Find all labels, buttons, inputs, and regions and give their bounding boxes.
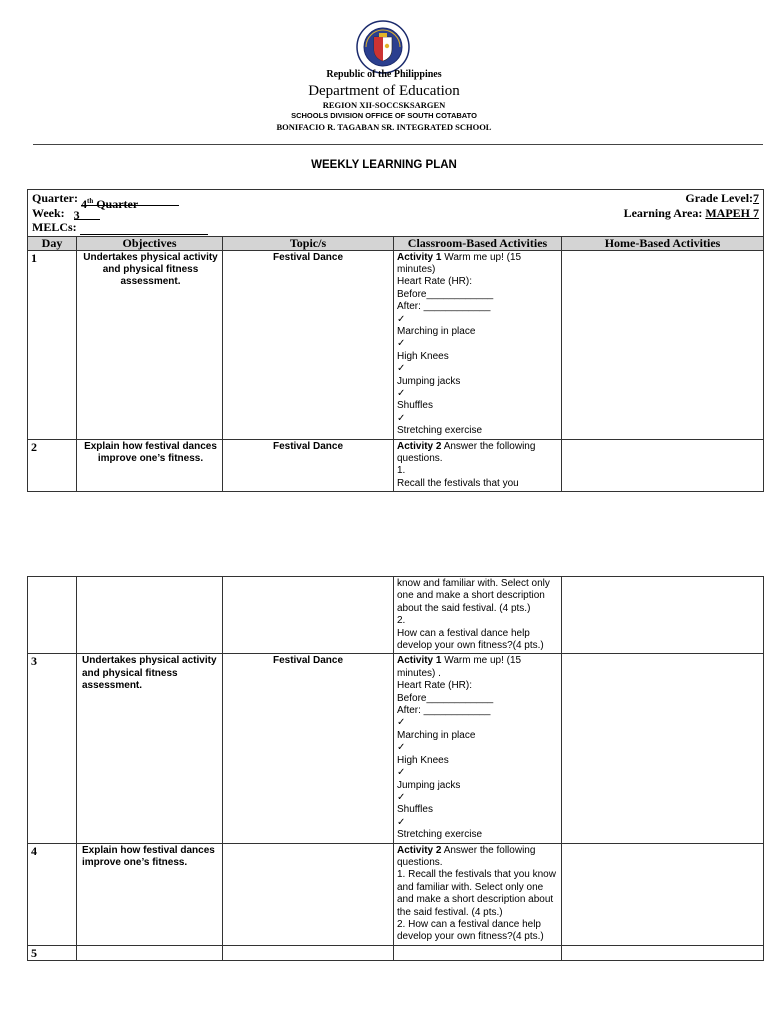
classroom-activity-cell bbox=[394, 945, 562, 960]
day-cell: 1 bbox=[28, 250, 77, 439]
home-activity-cell bbox=[562, 250, 764, 439]
area-field: Learning Area: MAPEH 7 bbox=[623, 205, 760, 220]
topic-cell: Festival Dance bbox=[223, 439, 394, 492]
check-icon: ✓ bbox=[397, 313, 406, 325]
learning-plan-table-page2 bbox=[27, 576, 764, 961]
home-activity-cell bbox=[562, 439, 764, 492]
header-divider bbox=[33, 144, 763, 145]
home-activity-cell bbox=[562, 654, 764, 843]
quarter-field: Quarter: 4th Quarter bbox=[32, 191, 179, 206]
grade-field: Grade Level:7 bbox=[685, 191, 760, 205]
check-icon: ✓ bbox=[397, 767, 406, 779]
check-icon: ✓ bbox=[397, 791, 406, 803]
table-row-day1 bbox=[28, 250, 764, 439]
classroom-activity-cell: Activity 1 Warm me up! (15 minutes) Heart Rate (HR): Before____________ After: ____________ ✓ Marching in place ✓ High Knees ✓ Jumping jacks ✓ Shuffles ✓ Stretching exercise bbox=[394, 250, 562, 439]
school-name: BONIFACIO R. TAGABAN SR. INTEGRATED SCHOOL bbox=[276, 122, 492, 132]
day-cell: 2 bbox=[28, 439, 77, 492]
objective-cell: Undertakes physical activity and physical fitness assessment. bbox=[77, 654, 223, 843]
topic-cell: Festival Dance bbox=[223, 250, 394, 439]
table-header-row bbox=[28, 236, 764, 250]
home-activity-cell bbox=[562, 577, 764, 654]
check-icon: ✓ bbox=[397, 412, 406, 424]
home-activity-cell bbox=[562, 945, 764, 960]
deped-seal-logo bbox=[356, 20, 410, 74]
topic-cell bbox=[223, 945, 394, 960]
table-row-day2-continued bbox=[28, 577, 764, 654]
check-icon: ✓ bbox=[397, 363, 406, 375]
learning-plan-table-page1 bbox=[27, 189, 764, 492]
col-header-day: Day bbox=[28, 236, 77, 250]
check-icon: ✓ bbox=[397, 338, 406, 350]
topic-cell: Festival Dance bbox=[223, 654, 394, 843]
objective-cell: Explain how festival dances improve one’s fitness. bbox=[77, 843, 223, 945]
home-activity-cell bbox=[562, 843, 764, 945]
table-row-day3 bbox=[28, 654, 764, 843]
meta-block bbox=[28, 190, 764, 237]
division-line: SCHOOLS DIVISION OFFICE OF SOUTH COTABATO bbox=[291, 111, 477, 120]
topic-cell bbox=[223, 843, 394, 945]
table-row-day2 bbox=[28, 439, 764, 492]
republic-line: Republic of the Philippines bbox=[326, 69, 442, 80]
day-cell: 3 bbox=[28, 654, 77, 843]
classroom-activity-cell: Activity 2 Answer the following questions. 1. Recall the festivals that you know and familiar with. Select only one and make a short description about the said festival. (4 pts.) 2. How can a festival dance help develop your own fitness?(4 pts.) bbox=[394, 843, 562, 945]
day-cell: 4 bbox=[28, 843, 77, 945]
check-icon: ✓ bbox=[397, 742, 406, 754]
check-icon: ✓ bbox=[397, 816, 406, 828]
day-cell bbox=[28, 577, 77, 654]
col-header-topics: Topic/s bbox=[223, 236, 394, 250]
week-field: Week: 3 bbox=[32, 206, 100, 221]
col-header-objectives: Objectives bbox=[77, 236, 223, 250]
melcs-field: MELCs: bbox=[32, 220, 208, 235]
objective-cell: Explain how festival dances improve one’s fitness. bbox=[77, 439, 223, 492]
check-icon: ✓ bbox=[397, 387, 406, 399]
col-header-classroom: Classroom-Based Activities bbox=[394, 236, 562, 250]
table-row-day4 bbox=[28, 843, 764, 945]
classroom-activity-cell: Activity 1 Warm me up! (15 minutes) . Heart Rate (HR): Before____________ After: ____________ ✓ Marching in place ✓ High Knees ✓ Jumping jacks ✓ Shuffles ✓ Stretching exercise bbox=[394, 654, 562, 843]
classroom-activity-cell: know and familiar with. Select only one and make a short description about the said festival. (4 pts.) 2. How can a festival dance help develop your own fitness?(4 pts.) bbox=[394, 577, 562, 654]
page-title: WEEKLY LEARNING PLAN bbox=[311, 159, 457, 171]
objective-cell bbox=[77, 577, 223, 654]
classroom-activity-cell: Activity 2 Answer the following questions. 1. Recall the festivals that you bbox=[394, 439, 562, 492]
objective-cell bbox=[77, 945, 223, 960]
day-cell: 5 bbox=[28, 945, 77, 960]
objective-cell: Undertakes physical activity and physical fitness assessment. bbox=[77, 250, 223, 439]
col-header-home: Home-Based Activities bbox=[562, 236, 764, 250]
check-icon: ✓ bbox=[397, 717, 406, 729]
meta-row bbox=[28, 190, 764, 237]
department-name: Department of Education bbox=[308, 83, 460, 99]
region-line: REGION XII-SOCCSKSARGEN bbox=[322, 100, 446, 110]
table-row-day5 bbox=[28, 945, 764, 960]
topic-cell bbox=[223, 577, 394, 654]
